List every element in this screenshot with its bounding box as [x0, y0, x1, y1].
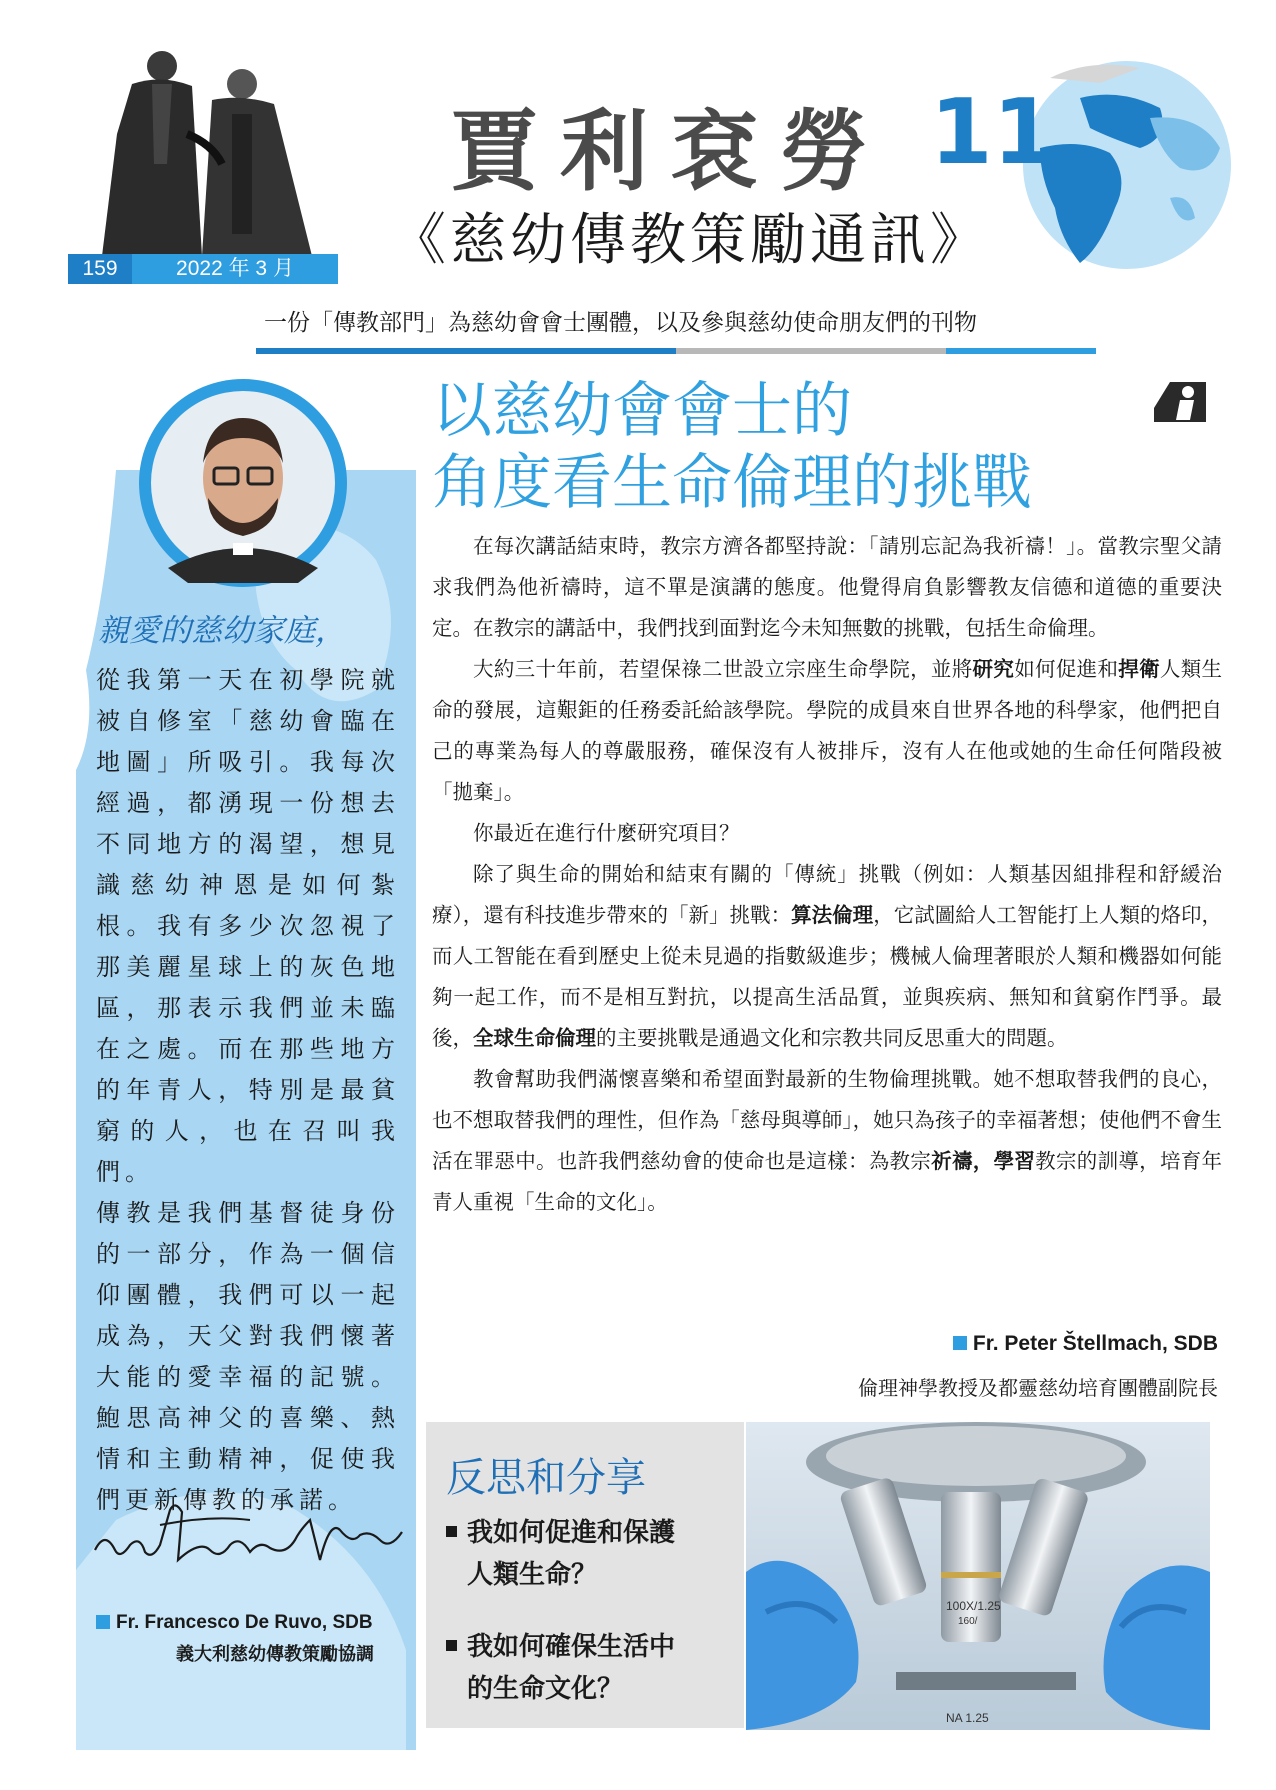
- author-portrait: [138, 378, 348, 588]
- founders-photo: [92, 44, 324, 256]
- article-question: 你最近在進行什麼研究項目？: [473, 821, 740, 845]
- article-headline: [432, 375, 1132, 519]
- issue-number: 159: [68, 254, 132, 284]
- article-paragraph: 教會幫助我們滿懷喜樂和希望面對最新的生物倫理挑戰。她不想取替我們的良心，也不想取替我們的理性，但作為「慈母與導師」，她只為孩子的幸福著想；使他們不會生活在罪惡中。也許我們慈幼會的使命也是這樣：為教宗祈禱，學習教宗的訓導，培育年青人重視「生命的文化」。: [432, 1067, 1223, 1214]
- emphasis: 研究: [972, 657, 1015, 681]
- microscope-photo: [746, 1422, 1210, 1730]
- issue-bar: [68, 254, 338, 284]
- headline-line: 角度看生命倫理的挑戰: [432, 448, 1032, 518]
- article-paragraph: 除了與生命的開始和結束有關的「傳統」挑戰（例如：人類基因組排程和舒緩治療），還有科技進步帶來的「新」挑戰：算法倫理，它試圖給人工智能打上人類的烙印，而人工智能在看到歷史上從未見過的指數級進步；機械人倫理著眼於人類和機器如何能夠一起工作，而不是相互對抗，以提高生活品質，並與疾病、無知和貧窮作鬥爭。最後，全球生命倫理的主要挑戰是通過文化和宗教共同反思重大的問題。: [432, 862, 1223, 1050]
- left-letter: [96, 660, 400, 1521]
- square-bullet-icon: [446, 1526, 457, 1537]
- square-bullet-icon: [446, 1640, 457, 1651]
- headline-line: 以慈幼會會士的: [432, 376, 852, 446]
- greeting: 親愛的慈幼家庭，: [98, 613, 346, 649]
- masthead-subtitle: 《慈幼傳教策勵通訊》: [390, 208, 990, 273]
- article-author-role: 倫理神學教授及都靈慈幼培育團體副院長: [858, 1376, 1218, 1400]
- square-bullet-icon: [96, 1615, 110, 1629]
- tagline-rule: [256, 348, 1096, 354]
- objective-sublabel: 160/: [958, 1616, 978, 1627]
- article-body: [432, 526, 1222, 1223]
- square-bullet-icon: [953, 1336, 967, 1350]
- emphasis: 學習: [993, 1149, 1036, 1173]
- article-author-name: Fr. Peter Štellmach, SDB: [953, 1332, 1218, 1356]
- article-paragraph: 在每次講話結束時，教宗方濟各都堅持說：「請別忘記為我祈禱！」。當教宗聖父請求我們為他祈禱時，這不單是演講的態度。他覺得肩負影響教友信德和道德的重要決定。在教宗的講話中，我們找到面對迄今未知無數的挑戰，包括生命倫理。: [432, 534, 1222, 640]
- signature: [90, 1490, 410, 1580]
- left-author-role: 義大利慈幼傳教策勵協調: [176, 1644, 374, 1665]
- tagline: 一份「傳教部門」為慈幼會會士團體，以及參與慈幼使命朋友們的刊物: [264, 310, 977, 336]
- letter-paragraph: 傳教是我們基督徒身份的一部分，作為一個信仰團體，我們可以一起成為，天父對我們懷著大能的愛幸福的記號。鮑思高神父的喜樂、熱情和主動精神，促使我們更新傳教的承諾。: [96, 1199, 400, 1514]
- masthead-title: 賈利袞勞: [450, 99, 891, 203]
- emphasis: 算法倫理: [791, 903, 874, 927]
- article-paragraph: 大約三十年前，若望保祿二世設立宗座生命學院，並將研究如何促進和捍衛人類生命的發展，這艱鉅的任務委託給該學院。學院的成員來自世界各地的科學家，他們把自己的專業為每人的尊嚴服務，確保沒有人被排斥，沒有人在他或她的生命任何階段被「拋棄」。: [432, 657, 1223, 804]
- reflection-question: 我如何促進和保護 人類生命？: [446, 1512, 675, 1596]
- letter-paragraph: 從我第一天在初學院就被自修室「慈幼會臨在地圖」所吸引。我每次經過，都湧現一份想去不同地方的渴望，想見識慈幼神恩是如何紮根。我有多少次忽視了那美麗星球上的灰色地區，那表示我們並未臨在之處。而在那些地方的年青人，特別是最貧窮的人，也在召叫我們。: [96, 666, 400, 1186]
- left-author-name: Fr. Francesco De Ruvo, SDB: [96, 1612, 373, 1634]
- issue-date: 2022 年 3 月: [176, 257, 294, 280]
- emphasis: 捍衛: [1118, 657, 1160, 681]
- stage-label: NA 1.25: [946, 1711, 989, 1725]
- reflection-title: 反思和分享: [446, 1455, 646, 1501]
- objective-label: 100X/1.25: [946, 1599, 1001, 1613]
- masthead-number: 11: [930, 80, 1056, 185]
- info-icon: [1150, 378, 1210, 426]
- emphasis: 祈禱: [931, 1149, 973, 1173]
- reflection-question: 我如何確保生活中 的生命文化？: [446, 1626, 675, 1710]
- emphasis: 全球生命倫理: [473, 1026, 596, 1050]
